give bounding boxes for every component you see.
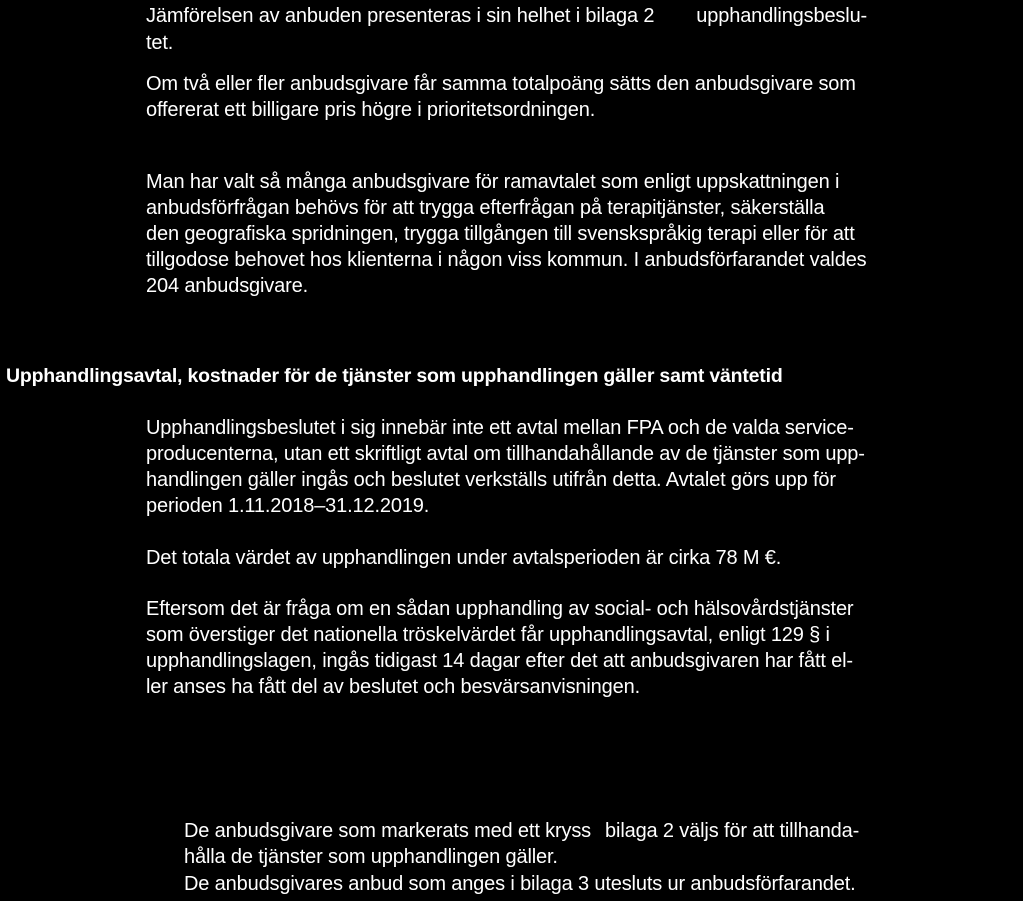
paragraph-comparison-text-b: upphandlingsbeslu- bbox=[696, 5, 868, 27]
paragraph-agreement-line-3: handlingen gäller ingås och beslutet verkställs utifrån detta. Avtalet görs upp för bbox=[146, 469, 836, 491]
paragraph-agreement-line-2: producenterna, utan ett skriftligt avtal om tillhandahållande av de tjänster som upp- bbox=[146, 443, 865, 465]
section-heading: Upphandlingsavtal, kostnader för de tjänster som upphandlingen gäller samt väntetid bbox=[6, 365, 783, 387]
paragraph-comparison-text-a: Jämförelsen av anbuden presenteras i sin helhet i bilaga 2 bbox=[146, 5, 655, 27]
paragraph-decision-line-2: hålla de tjänster som upphandlingen gäller. bbox=[184, 846, 558, 868]
paragraph-tiebreak-line-1: Om två eller fler anbudsgivare får samma totalpoäng sätts den anbudsgivare som bbox=[146, 73, 856, 95]
paragraph-selection-line-2: anbudsförfrågan behövs för att trygga efterfrågan på terapitjänster, säkerställa bbox=[146, 197, 825, 219]
paragraph-tiebreak-line-2: offererat ett billigare pris högre i prioritetsordningen. bbox=[146, 99, 596, 121]
paragraph-threshold-line-4: ler anses ha fått del av beslutet och besvärsanvisningen. bbox=[146, 676, 640, 698]
paragraph-threshold-line-3: upphandlingslagen, ingås tidigast 14 dagar efter det att anbudsgivaren har fått el- bbox=[146, 650, 853, 672]
paragraph-total-value: Det totala värdet av upphandlingen under avtalsperioden är cirka 78 M €. bbox=[146, 547, 782, 569]
paragraph-selection-line-4: tillgodose behovet hos klienterna i någon viss kommun. I anbudsförfarandet valdes bbox=[146, 249, 867, 271]
paragraph-threshold-line-2: som överstiger det nationella tröskelvärdet får upphandlingsavtal, enligt 129 § i bbox=[146, 624, 830, 646]
paragraph-decision-text-a: De anbudsgivare som markerats med ett kryss bbox=[184, 820, 592, 842]
paragraph-selection-line-5: 204 anbudsgivare. bbox=[146, 275, 309, 297]
paragraph-decision-line-3: De anbudsgivares anbud som anges i bilaga 3 utesluts ur anbudsförfarandet. bbox=[184, 873, 856, 895]
paragraph-agreement-line-4: perioden 1.11.2018–31.12.2019. bbox=[146, 495, 430, 517]
paragraph-decision-line-1 bbox=[184, 819, 859, 843]
paragraph-comparison-line-1 bbox=[146, 4, 867, 28]
paragraph-decision-text-b: bilaga 2 väljs för att tillhanda- bbox=[605, 820, 860, 842]
paragraph-selection-line-3: den geografiska spridningen, trygga tillgången till svenskspråkig terapi eller för att bbox=[146, 223, 855, 245]
paragraph-agreement-line-1: Upphandlingsbeslutet i sig innebär inte ett avtal mellan FPA och de valda service- bbox=[146, 417, 854, 439]
paragraph-comparison-line-2: tet. bbox=[146, 32, 174, 54]
paragraph-threshold-line-1: Eftersom det är fråga om en sådan upphandling av social- och hälsovårdstjänster bbox=[146, 598, 854, 620]
paragraph-selection-line-1: Man har valt så många anbudsgivare för ramavtalet som enligt uppskattningen i bbox=[146, 171, 840, 193]
